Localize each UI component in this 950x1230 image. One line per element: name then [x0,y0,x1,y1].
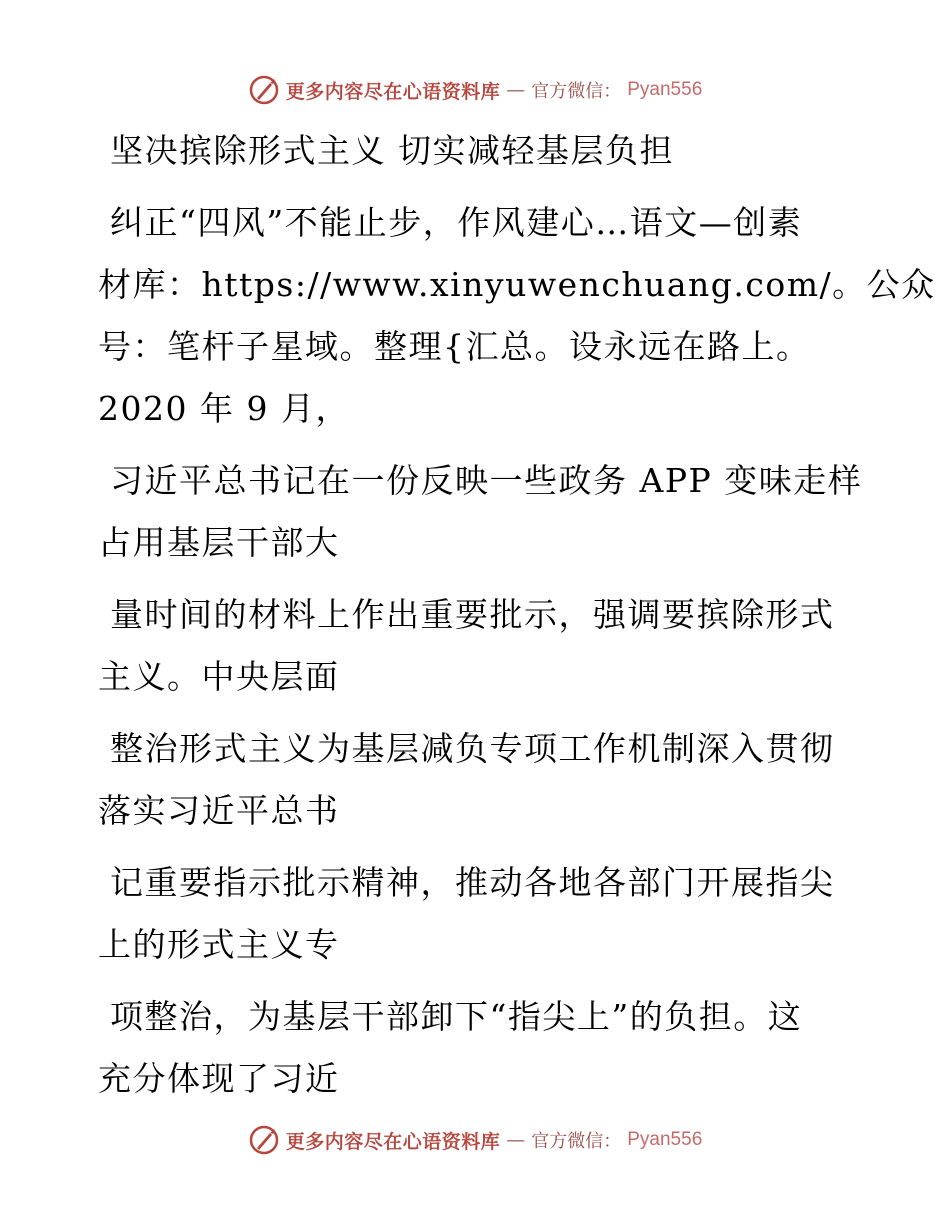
paragraph-line: 习近平总书记在一份反映一些政务 APP 变味走样 [110,461,863,500]
paragraph [98,986,868,1110]
watermark-separator: — [506,1129,526,1151]
paragraph-line: 主义。中央层面 [98,657,340,696]
quill-logo-icon [248,1124,280,1156]
paragraph-line: 整治形式主义为基层减负专项工作机制深入贯彻 [110,729,835,768]
paragraph [98,450,868,574]
quill-logo-icon [248,74,280,106]
paragraph [98,584,868,708]
watermark-wechat-id: Pyan556 [627,1129,703,1150]
paragraph-line: 量时间的材料上作出重要批示，强调要摈除形式 [110,595,835,634]
paragraph-line: 号：笔杆子星域。整理{汇总。设永远在路上。 [98,327,811,366]
paragraph-line: 占用基层干部大 [98,523,340,562]
paragraph-line: 项整治，为基层干部卸下“指尖上”的负担。这 [110,997,803,1036]
watermark-separator: — [506,79,526,101]
watermark-brand: 更多内容尽在心语资料库 [285,1130,501,1153]
header-watermark [0,70,950,110]
paragraph [98,192,936,440]
paragraph-line: 纠正“四风”不能止步，作风建心…语文—创素 [110,203,803,242]
document-body [98,120,936,1110]
watermark-label: 官方微信： [531,1131,622,1152]
watermark-wechat-id: Pyan556 [627,79,703,100]
paragraph-line: 充分体现了习近 [98,1059,340,1098]
watermark-label: 官方微信： [531,81,622,102]
paragraph-line: 材库：https://www.xinyuwenchuang.com/。公众 [98,265,936,304]
paragraph [98,852,868,976]
watermark-brand: 更多内容尽在心语资料库 [285,80,501,103]
footer-watermark [0,1120,950,1160]
paragraph-line: 2020 年 9 月， [98,389,350,428]
paragraph-line: 上的形式主义专 [98,925,340,964]
paragraph [98,718,868,842]
paragraph-line: 落实习近平总书 [98,791,340,830]
paragraph-line: 记重要指示批示精神，推动各地各部门开展指尖 [110,863,835,902]
document-title: 坚决摈除形式主义 切实减轻基层负担 [110,131,674,170]
